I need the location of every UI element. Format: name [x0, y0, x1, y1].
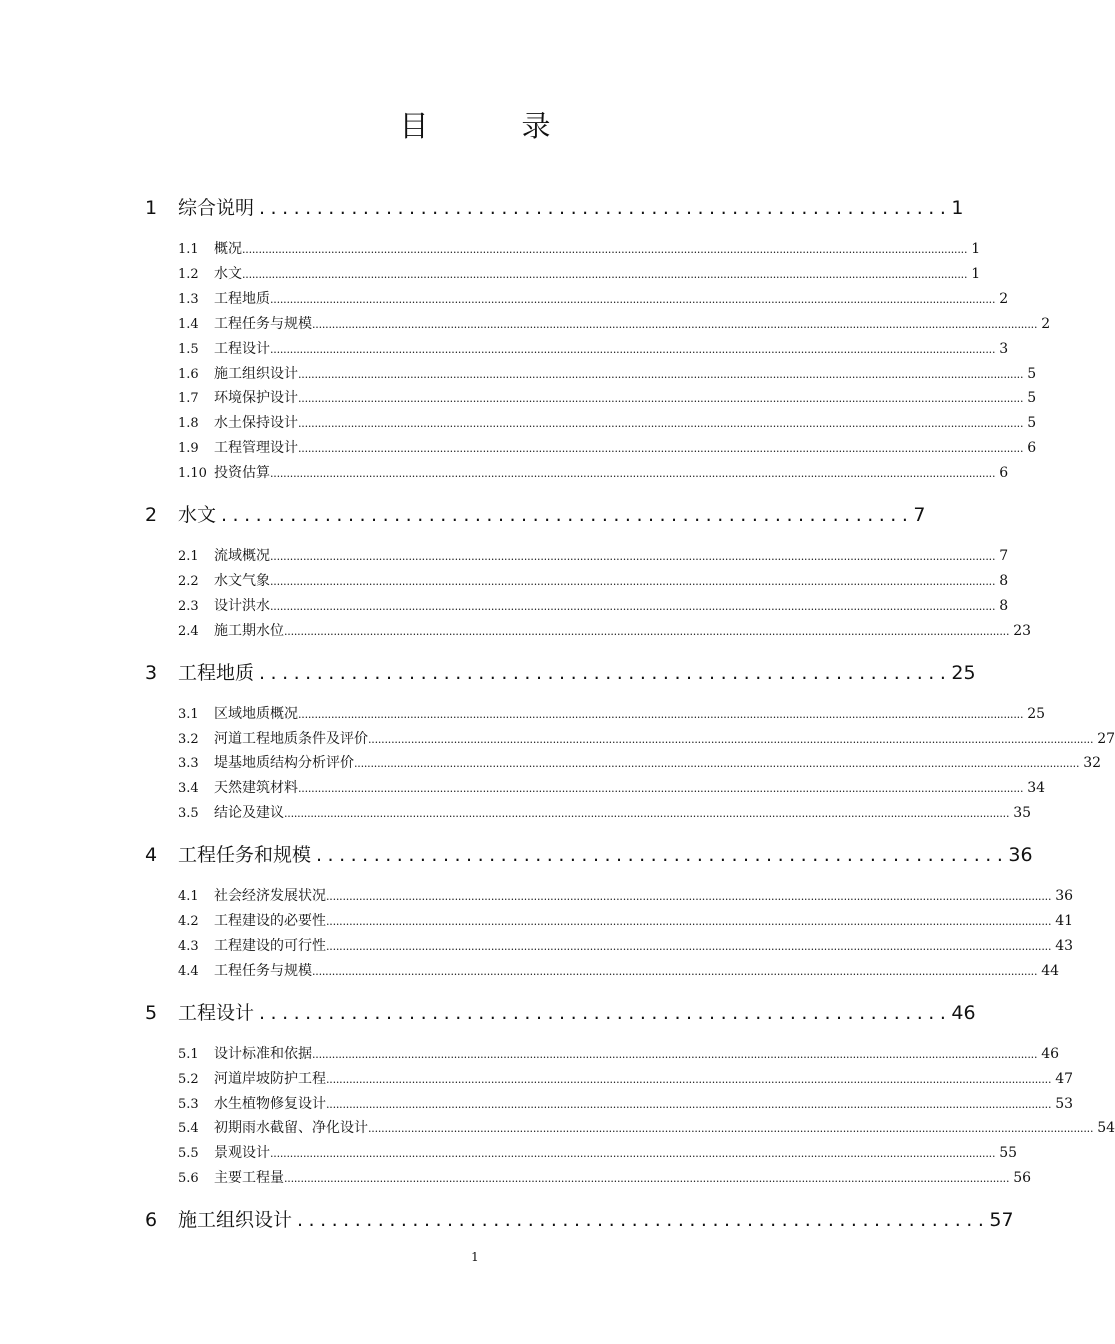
dot-leader: ............................................................................................................................................................................................................................: [298, 417, 1024, 431]
dot-leader: ............................................................................................................................................................................................................................: [368, 732, 1094, 746]
toc-entry-number: 3.4: [178, 781, 199, 797]
toc-section-entry[interactable]: [178, 620, 1032, 644]
toc-entry-page: 34: [1027, 780, 1046, 797]
toc-entry-page: 7: [913, 504, 926, 526]
toc-entry-number: 3: [145, 661, 158, 684]
toc-entry-number: 3.2: [178, 731, 199, 747]
toc-chapter-entry[interactable]: [145, 840, 1033, 876]
toc-entry-title: 设计标准和依据: [214, 1045, 312, 1062]
dot-leader: ............................................................: [297, 1209, 990, 1232]
toc-entry-number: 2.3: [178, 598, 199, 614]
toc-entry-number: 1: [145, 197, 158, 219]
toc-entry-number: 5.6: [178, 1171, 199, 1187]
toc-entry-title: 天然建筑材料: [214, 780, 298, 797]
toc-section-entry[interactable]: [178, 910, 1074, 934]
toc-entry-page: 54: [1097, 1120, 1115, 1137]
dot-leader: ............................................................................................................................................................................................................................: [326, 1072, 1052, 1086]
toc-entry-title: 施工期水位: [214, 622, 284, 639]
toc-entry-page: 41: [1055, 913, 1074, 929]
toc-entry-page: 56: [1013, 1170, 1032, 1187]
toc-entry-number: 5.5: [178, 1146, 199, 1162]
toc-entry-title: 施工组织设计: [178, 1209, 293, 1232]
toc-entry-page: 1: [951, 197, 964, 219]
dot-leader: ............................................................................................................................................................................................................................: [326, 1097, 1052, 1111]
toc-entry-title: 结论及建议: [214, 805, 284, 822]
dot-leader: ............................................................................................................................................................................................................................: [312, 964, 1038, 978]
toc-entry-number: 4.4: [178, 963, 199, 979]
toc-entry-page: 55: [999, 1145, 1018, 1162]
toc-entry-number: 1.5: [178, 341, 199, 357]
toc-entry-title: 社会经济发展状况: [214, 888, 326, 905]
toc-entry-title: 河道岸坡防护工程: [214, 1070, 326, 1087]
toc-section-entry[interactable]: [178, 570, 1009, 594]
toc-entry-title: 工程任务和规模: [178, 844, 312, 867]
toc-section-entry[interactable]: [178, 387, 1037, 411]
toc-entry-page: 1: [971, 265, 981, 282]
toc-entry-number: 3.1: [178, 706, 199, 722]
toc-entry-title: 区域地质概况: [214, 705, 298, 722]
toc-entry-page: 27: [1097, 730, 1115, 747]
toc-entry-page: 35: [1013, 805, 1032, 822]
dot-leader: ............................................................................................................................................................................................................................: [242, 243, 968, 256]
dot-leader: ............................................................................................................................................................................................................................: [242, 267, 968, 281]
toc-section-entry[interactable]: [178, 885, 1074, 909]
toc-section-entry[interactable]: [178, 1043, 1060, 1067]
toc-entry-number: 3.5: [178, 806, 199, 822]
toc-entry-number: 5.2: [178, 1071, 199, 1087]
toc-entry-number: 4.1: [178, 889, 199, 905]
toc-entry-number: 1.7: [178, 391, 199, 407]
page-number: 1: [471, 1250, 479, 1264]
toc-entry-number: 5.1: [178, 1046, 199, 1062]
dot-leader: ............................................................................................................................................................................................................................: [270, 342, 996, 356]
toc-entry-page: 47: [1055, 1070, 1074, 1087]
toc-entry-page: 8: [999, 597, 1009, 614]
toc-section-entry[interactable]: [178, 263, 981, 287]
dot-leader: ............................................................: [259, 1001, 952, 1024]
toc-entry-number: 1.4: [178, 316, 199, 332]
toc-entry-page: 44: [1041, 962, 1060, 979]
toc-entry-title: 工程任务与规模: [214, 315, 312, 332]
dot-leader: ............................................................................................................................................................................................................................: [270, 292, 996, 306]
toc-chapter-entry[interactable]: [145, 998, 976, 1034]
toc-entry-title: 工程地质: [178, 661, 255, 684]
toc-section-entry[interactable]: [178, 752, 1102, 776]
toc-entry-page: 8: [999, 572, 1009, 589]
toc-entry-title: 堤基地质结构分析评价: [214, 755, 354, 772]
dot-leader: ............................................................................................................................................................................................................................: [326, 890, 1052, 904]
toc-entry-number: 3.3: [178, 756, 199, 772]
toc-entry-page: 36: [1008, 844, 1033, 867]
toc-section-entry[interactable]: [178, 363, 1037, 387]
toc-section-entry[interactable]: [178, 412, 1037, 436]
dot-leader: ............................................................................................................................................................................................................................: [312, 1047, 1038, 1061]
toc-section-entry[interactable]: [178, 1093, 1074, 1117]
toc-section-entry[interactable]: [178, 1068, 1074, 1092]
dot-leader: ............................................................................................................................................................................................................................: [298, 367, 1024, 381]
dot-leader: ............................................................................................................................................................................................................................: [326, 939, 1052, 953]
dot-leader: ............................................................................................................................................................................................................................: [270, 467, 996, 481]
toc-section-entry[interactable]: [178, 545, 1009, 569]
dot-leader: ............................................................................................................................................................................................................................: [270, 599, 996, 613]
toc-entry-page: 5: [1027, 390, 1037, 407]
toc-chapter-entry[interactable]: [145, 500, 926, 536]
dot-leader: ............................................................................................................................................................................................................................: [326, 915, 1052, 928]
toc-section-entry[interactable]: [178, 437, 1037, 461]
toc-entry-title: 投资估算: [214, 465, 270, 482]
toc-section-entry[interactable]: [178, 238, 981, 262]
toc-entry-title: 工程任务与规模: [214, 962, 312, 979]
toc-entry-page: 2: [999, 290, 1009, 307]
toc-section-entry[interactable]: [178, 935, 1074, 959]
toc-entry-page: 1: [971, 241, 981, 257]
toc-entry-title: 综合说明: [178, 197, 255, 219]
toc-entry-number: 1.1: [178, 242, 199, 257]
toc-section-entry[interactable]: [178, 703, 1046, 727]
toc-entry-number: 1.10: [178, 466, 207, 482]
toc-entry-number: 4: [145, 844, 158, 867]
toc-entry-number: 2: [145, 504, 158, 526]
toc-entry-title: 水文: [178, 504, 217, 526]
toc-entry-number: 1.9: [178, 441, 199, 457]
dot-leader: ............................................................: [316, 844, 1009, 867]
toc-entry-title: 水生植物修复设计: [214, 1095, 326, 1112]
toc-entry-number: 4.3: [178, 938, 199, 954]
toc-section-entry[interactable]: [178, 728, 1115, 752]
toc-entry-title: 施工组织设计: [214, 365, 298, 382]
toc-entry-title: 设计洪水: [214, 597, 270, 614]
toc-section-entry[interactable]: [178, 595, 1009, 619]
toc-section-entry[interactable]: [178, 1142, 1018, 1166]
toc-entry-number: 1.3: [178, 291, 199, 307]
toc-entry-number: 2.2: [178, 573, 199, 589]
toc-entry-title: 流域概况: [214, 548, 270, 564]
toc-entry-page: 6: [1027, 440, 1037, 457]
toc-entry-page: 57: [989, 1209, 1014, 1232]
toc-section-entry[interactable]: [178, 462, 1009, 486]
dot-leader: ............................................................................................................................................................................................................................: [270, 574, 996, 588]
toc-entry-number: 1.6: [178, 366, 199, 382]
toc-entry-number: 1.8: [178, 416, 199, 432]
toc-section-entry[interactable]: [178, 288, 1009, 312]
dot-leader: ............................................................: [259, 197, 952, 219]
toc-entry-title: 景观设计: [214, 1145, 270, 1162]
toc-entry-page: 25: [951, 661, 976, 684]
toc-section-entry[interactable]: [178, 1167, 1032, 1191]
dot-leader: ............................................................................................................................................................................................................................: [298, 782, 1024, 796]
toc-entry-page: 5: [1027, 415, 1037, 432]
toc-entry-title: 河道工程地质条件及评价: [214, 730, 368, 747]
toc-entry-page: 23: [1013, 622, 1032, 639]
toc-entry-title: 水文气象: [214, 572, 270, 589]
toc-section-entry[interactable]: [178, 313, 1051, 337]
toc-entry-number: 4.2: [178, 914, 199, 929]
toc-entry-title: 工程设计: [178, 1001, 255, 1024]
toc-entry-page: 3: [999, 340, 1009, 357]
toc-entry-title: 工程管理设计: [214, 440, 298, 457]
toc-entry-number: 1.2: [178, 266, 199, 282]
toc-entry-page: 32: [1083, 755, 1102, 772]
toc-entry-page: 53: [1055, 1095, 1074, 1112]
toc-entry-number: 2.4: [178, 623, 199, 639]
toc-entry-page: 46: [951, 1001, 976, 1024]
toc-entry-page: 36: [1055, 888, 1074, 905]
dot-leader: ............................................................................................................................................................................................................................: [298, 392, 1024, 406]
toc-entry-page: 7: [999, 548, 1009, 564]
toc-entry-title: 主要工程量: [214, 1170, 284, 1187]
dot-leader: ............................................................................................................................................................................................................................: [284, 1172, 1010, 1186]
toc-entry-title: 初期雨水截留、净化设计: [214, 1120, 368, 1137]
toc-section-entry[interactable]: [178, 960, 1060, 984]
page-title: 目 录: [399, 109, 583, 143]
toc-entry-page: 43: [1055, 937, 1074, 954]
dot-leader: ............................................................................................................................................................................................................................: [298, 707, 1024, 721]
toc-section-entry[interactable]: [178, 338, 1009, 362]
dot-leader: ............................................................................................................................................................................................................................: [368, 1122, 1094, 1136]
dot-leader: ............................................................................................................................................................................................................................: [270, 550, 996, 563]
dot-leader: ............................................................................................................................................................................................................................: [298, 442, 1024, 456]
toc-chapter-entry[interactable]: [145, 193, 964, 229]
toc-entry-number: 6: [145, 1209, 158, 1232]
toc-section-entry[interactable]: [178, 802, 1032, 826]
toc-entry-number: 5.3: [178, 1096, 199, 1112]
toc-entry-title: 工程设计: [214, 340, 270, 357]
dot-leader: ............................................................................................................................................................................................................................: [354, 757, 1080, 771]
toc-entry-number: 5.4: [178, 1121, 199, 1137]
toc-entry-number: 2.1: [178, 549, 199, 564]
toc-entry-number: 5: [145, 1001, 158, 1024]
toc-section-entry[interactable]: [178, 1117, 1115, 1141]
dot-leader: ............................................................................................................................................................................................................................: [284, 624, 1010, 638]
toc-entry-title: 概况: [214, 241, 242, 257]
toc-entry-page: 46: [1041, 1045, 1060, 1062]
toc-entry-page: 5: [1027, 365, 1037, 382]
toc-entry-page: 6: [999, 465, 1009, 482]
toc-entry-title: 水文: [214, 265, 242, 282]
dot-leader: ............................................................: [221, 504, 914, 526]
toc-entry-page: 2: [1041, 315, 1051, 332]
toc-entry-title: 工程建设的可行性: [214, 937, 326, 954]
toc-section-entry[interactable]: [178, 777, 1046, 801]
dot-leader: ............................................................: [259, 661, 952, 684]
dot-leader: ............................................................................................................................................................................................................................: [312, 317, 1038, 331]
toc-entry-title: 工程地质: [214, 290, 270, 307]
toc-entry-title: 工程建设的必要性: [214, 913, 326, 929]
toc-entry-title: 水土保持设计: [214, 415, 298, 432]
toc-chapter-entry[interactable]: [145, 658, 976, 694]
toc-entry-title: 环境保护设计: [214, 390, 298, 407]
toc-entry-page: 25: [1027, 705, 1046, 722]
dot-leader: ............................................................................................................................................................................................................................: [284, 807, 1010, 821]
toc-chapter-entry[interactable]: [145, 1205, 1014, 1241]
dot-leader: ............................................................................................................................................................................................................................: [270, 1147, 996, 1161]
